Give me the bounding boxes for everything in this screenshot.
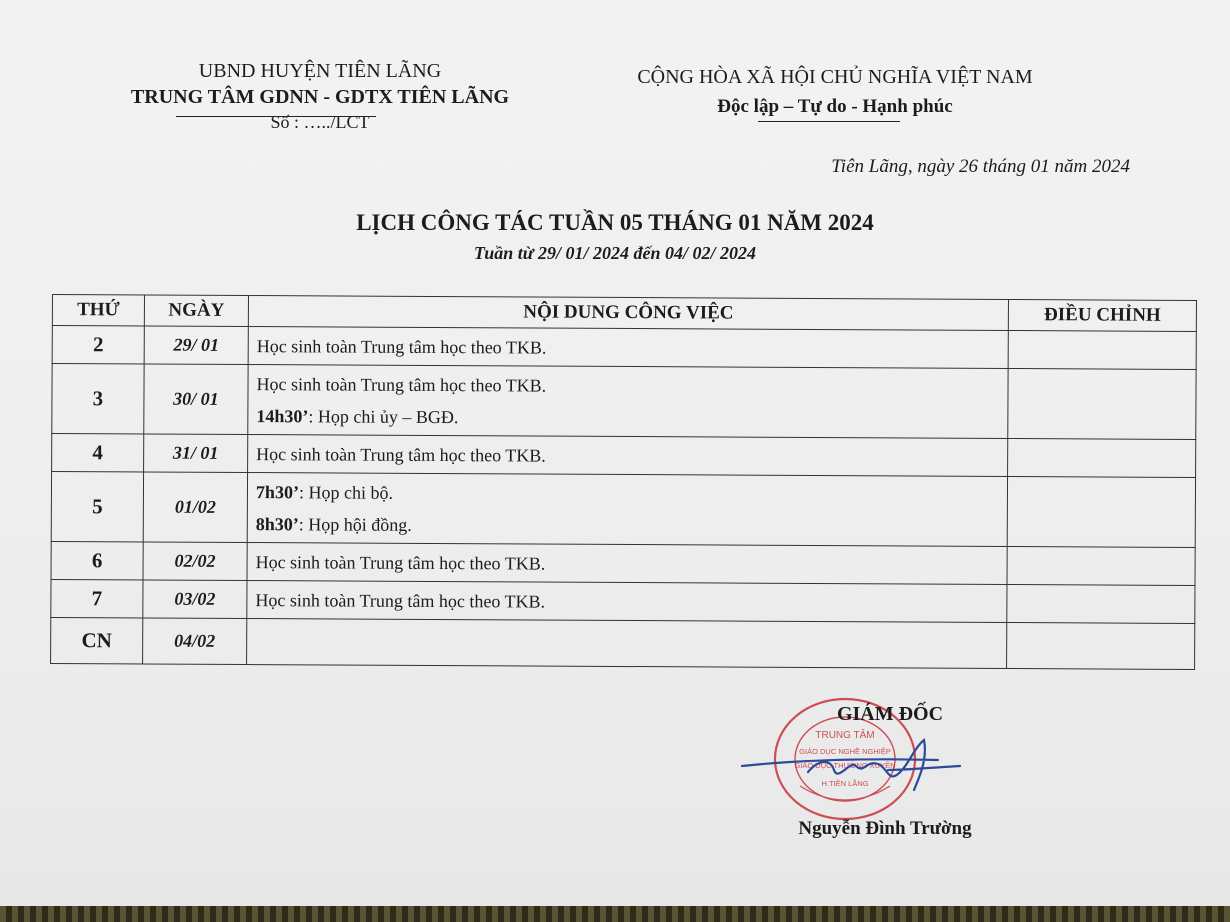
svg-text:H.TIÊN LÃNG: H.TIÊN LÃNG	[821, 779, 869, 788]
cell-thu: 3	[52, 364, 144, 434]
task-line	[257, 330, 1000, 366]
cell-ngay: 04/02	[143, 618, 247, 665]
task-line	[256, 400, 999, 436]
task-text: Học sinh toàn Trung tâm học theo TKB.	[256, 443, 546, 466]
table-row	[51, 472, 1195, 548]
task-text: Học sinh toàn Trung tâm học theo TKB.	[256, 335, 547, 358]
cell-adjust	[1007, 585, 1195, 624]
task-line	[256, 438, 999, 474]
cell-content	[248, 365, 1008, 439]
country-name: CỘNG HÒA XÃ HỘI CHỦ NGHĨA VIỆT NAM	[637, 66, 1033, 88]
cell-content	[247, 581, 1007, 623]
cell-adjust	[1008, 439, 1196, 478]
schedule-body	[51, 326, 1197, 670]
task-time: 8h30’	[255, 513, 299, 534]
cell-ngay: 01/02	[143, 472, 247, 543]
svg-text:GIÁO DỤC NGHỀ NGHIỆP: GIÁO DỤC NGHỀ NGHIỆP	[799, 747, 891, 756]
cell-thu: 4	[52, 434, 144, 472]
task-line	[256, 476, 999, 512]
task-text: : Họp chi bộ.	[298, 481, 394, 503]
svg-text:TRUNG TÂM: TRUNG TÂM	[815, 730, 875, 741]
header-right	[590, 64, 1080, 120]
header-left-underline	[176, 116, 376, 117]
cell-content	[247, 619, 1007, 669]
cell-adjust	[1007, 547, 1195, 586]
cell-adjust	[1007, 623, 1195, 670]
cell-adjust	[1007, 477, 1195, 548]
task-line	[256, 546, 999, 582]
task-text: Học sinh toàn Trung tâm học theo TKB.	[256, 373, 547, 396]
cell-ngay: 29/ 01	[144, 326, 248, 365]
cell-adjust	[1008, 331, 1196, 370]
table-row	[52, 434, 1196, 478]
task-text: Học sinh toàn Trung tâm học theo TKB.	[255, 589, 546, 612]
task-line	[256, 368, 999, 404]
background-fabric	[0, 906, 1230, 922]
document-number: Số : …../LCT	[270, 112, 370, 132]
table-row	[51, 579, 1195, 623]
cell-ngay: 30/ 01	[144, 364, 248, 435]
cell-ngay: 31/ 01	[144, 434, 248, 473]
cell-content	[247, 543, 1007, 585]
cell-content	[247, 473, 1007, 547]
table-row	[51, 541, 1195, 585]
header-ngay: NGÀY	[144, 295, 248, 327]
task-time: 14h30’	[256, 405, 309, 426]
cell-ngay: 03/02	[143, 580, 247, 619]
task-text: Học sinh toàn Trung tâm học theo TKB.	[255, 551, 546, 574]
task-text: : Họp chi ủy – BGĐ.	[308, 405, 459, 427]
cell-thu: 7	[51, 579, 143, 617]
signatory-title: GIÁM ĐỐC	[836, 703, 944, 725]
cell-ngay: 02/02	[143, 542, 247, 581]
agency-name: UBND HUYỆN TIÊN LÃNG	[198, 60, 442, 82]
motto-underline	[758, 121, 900, 122]
document-subtitle: Tuần từ 29/ 01/ 2024 đến 04/ 02/ 2024	[473, 243, 757, 263]
task-time: 7h30’	[255, 481, 300, 502]
schedule-table	[50, 294, 1197, 670]
header-content: NỘI DUNG CÔNG VIỆC	[248, 296, 1008, 331]
motto: Độc lập – Tự do - Hạnh phúc	[717, 96, 953, 117]
table-row	[52, 364, 1196, 440]
handwritten-signature	[738, 730, 968, 800]
task-line	[256, 508, 999, 544]
header-thu: THỨ	[52, 295, 144, 326]
organization-name: TRUNG TÂM GDNN - GDTX TIÊN LÃNG	[130, 86, 510, 108]
cell-content	[248, 435, 1008, 477]
cell-adjust	[1008, 369, 1196, 440]
cell-thu: 2	[52, 326, 144, 364]
task-line	[255, 584, 998, 620]
place-date: Tiên Lãng, ngày 26 tháng 01 năm 2024	[831, 156, 1130, 177]
cell-content	[248, 327, 1008, 369]
document-title: LỊCH CÔNG TÁC TUẦN 05 THÁNG 01 NĂM 2024	[356, 210, 874, 235]
header-left	[40, 58, 600, 134]
table-row	[51, 617, 1195, 669]
task-text: : Họp hội đồng.	[298, 513, 412, 535]
cell-thu: 5	[51, 472, 143, 542]
cell-thu: 6	[51, 541, 143, 579]
signatory-name: Nguyễn Đình Trường	[798, 818, 972, 839]
header-adjust: ĐIỀU CHỈNH	[1008, 300, 1196, 332]
cell-thu: CN	[51, 617, 143, 663]
svg-text:GIÁO DỤC THƯỜNG XUYÊN: GIÁO DỤC THƯỜNG XUYÊN	[794, 761, 896, 770]
table-row	[52, 326, 1196, 370]
